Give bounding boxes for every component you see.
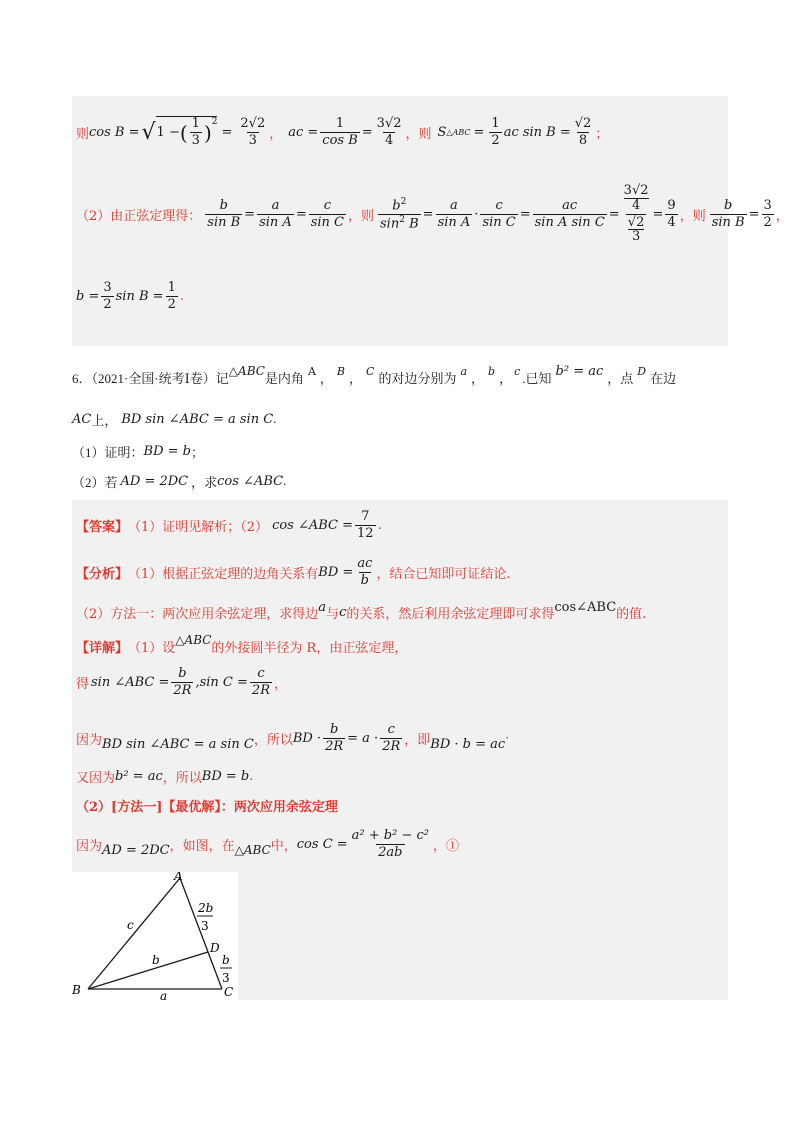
bottom-denominator: 3 <box>631 229 641 245</box>
ac-sinB: ac sin B = <box>503 124 571 140</box>
fraction-denominator: 2R <box>251 682 270 698</box>
fraction-a-sinA-2 <box>436 199 473 229</box>
fraction-numerator: 9 <box>667 197 676 213</box>
ac-eq: ac = <box>288 124 319 140</box>
analysis-text: （2）方法一：两次应用余弦定理，求得边 <box>76 606 319 622</box>
text: ，即 <box>404 732 431 748</box>
area-subscript: △ABC <box>446 127 471 137</box>
fraction-b-2R <box>323 723 345 753</box>
fraction-denominator: 4 <box>384 132 394 148</box>
condition-bd: BD sin ∠ABC = a sin C <box>121 411 274 427</box>
detail-line-1 <box>76 634 407 658</box>
q2-condition: AD = 2DC <box>120 473 189 489</box>
fraction-numerator: a² + b² − c² <box>351 827 429 843</box>
area-symbol: S <box>437 124 447 140</box>
problem-6-q1 <box>72 440 204 462</box>
text: ，求 <box>191 474 218 490</box>
analysis-line-1 <box>76 554 510 590</box>
segment-AC: AC <box>72 411 92 427</box>
fraction-complex <box>622 184 651 244</box>
fraction-c-2R <box>380 723 402 753</box>
fraction-numerator: a <box>271 197 280 213</box>
label-C: C <box>224 985 234 999</box>
point-D: D <box>637 364 647 378</box>
triangle-diagram <box>72 872 238 1000</box>
bd-eq: BD = <box>318 564 354 580</box>
fraction-numerator: c <box>257 665 265 681</box>
fraction-numerator: c <box>495 197 503 213</box>
equals-sign: = <box>473 124 485 140</box>
fraction-half <box>489 117 501 147</box>
fraction-3-2 <box>101 281 113 311</box>
solution-line-b-value <box>76 276 184 316</box>
triangle-abc: △ABC <box>175 633 212 647</box>
analysis-line-2 <box>76 600 646 624</box>
period: . <box>283 473 287 488</box>
q1-expression: BD = b <box>143 443 191 459</box>
segment-BD-line <box>88 952 208 989</box>
fraction-numerator: a <box>450 197 458 213</box>
method-title: （2）[方法一]【最优解】：两次应用余弦定理 <box>76 799 338 815</box>
fraction-a-sinA <box>257 199 294 229</box>
detail-line-2 <box>76 662 287 702</box>
answer-cos-expr: cos ∠ABC = <box>272 517 354 533</box>
detail-text: 的外接圆半径为 R，由正弦定理， <box>211 640 408 656</box>
equation-tag: ，① <box>432 838 459 854</box>
fraction-numerator: √2 <box>574 115 592 131</box>
condition-b2-ac: b² = ac <box>555 363 604 379</box>
fraction-c-2R <box>250 667 272 697</box>
fraction-numerator: c <box>387 721 395 737</box>
fraction-denominator: 12 <box>357 525 374 541</box>
exponent-2: 2 <box>400 196 407 207</box>
side-c: c <box>514 364 521 378</box>
cosB-lhs: cos B = <box>89 124 140 140</box>
paren-open: ( <box>179 120 188 145</box>
fraction-numerator: 1 <box>167 279 176 295</box>
fraction-sqrt2-8 <box>573 117 594 147</box>
fraction-numerator: 3 <box>103 279 112 295</box>
triangle-figure <box>72 872 238 1000</box>
paren-close: ) <box>203 120 212 145</box>
sinB-eq: sin B = <box>115 288 164 304</box>
ze-label: ，则 <box>679 208 706 224</box>
fraction-denominator: 2R <box>173 682 192 698</box>
side-a: a <box>460 364 468 378</box>
cosC-eq: cos C = <box>296 836 348 852</box>
analysis-text: ，结合已知即可证结论. <box>376 566 511 582</box>
text: ，如图，在 <box>169 838 235 854</box>
ad-eq-2dc: AD = 2DC <box>102 842 170 858</box>
semicolon: ； <box>595 126 609 142</box>
b-squared-base: b <box>392 197 401 213</box>
vertex-A: A <box>307 364 316 378</box>
bd-b-ac: BD · b = ac <box>430 736 506 752</box>
exponent-2: 2 <box>399 214 405 225</box>
dot: · <box>474 206 479 222</box>
text: 中， <box>270 838 297 854</box>
sqrt-body <box>156 116 218 147</box>
answer-line <box>76 508 382 542</box>
comma: ， <box>471 370 485 386</box>
analysis-text: 的值. <box>616 606 647 622</box>
text: 得 <box>76 676 90 692</box>
fraction-ac-sinAsinC <box>533 199 607 229</box>
dot: · <box>505 730 510 746</box>
fraction-numerator: ac <box>562 197 578 213</box>
fraction-1-cosB <box>320 117 359 147</box>
solution-line-cosB <box>76 110 608 154</box>
analysis-text: 的关系，然后利用余弦定理即可求得 <box>346 606 555 622</box>
detail-line-4 <box>76 764 253 788</box>
fraction-denominator: sin C <box>310 214 344 230</box>
fraction-c-sinC-2 <box>480 199 517 229</box>
fraction-denominator: sin A <box>259 214 292 230</box>
label-side-c: c <box>127 918 134 932</box>
fraction-7-12 <box>355 510 376 540</box>
analysis-text: （1）根据正弦定理的边角关系有 <box>128 566 319 582</box>
square-exponent: 2 <box>211 117 218 128</box>
expr-bd-sin: BD sin ∠ABC = a sin C <box>102 736 254 752</box>
analysis-tag: 【分析】 <box>76 566 129 582</box>
fraction-b-sinB-2 <box>710 199 747 229</box>
b-eq: b = <box>76 288 100 304</box>
side-a: a <box>318 599 327 615</box>
comma: ， <box>775 208 789 224</box>
fraction-denominator: sin C <box>482 214 516 230</box>
fraction-denominator: 3 <box>248 132 257 148</box>
fraction-numerator: b <box>178 665 187 681</box>
fraction-numerator: 3 <box>763 197 772 213</box>
method1-title <box>76 794 338 816</box>
b2-eq-ac: b² = ac <box>115 768 163 784</box>
text: ，所以 <box>162 770 202 786</box>
label-D: D <box>210 941 220 955</box>
fraction-3sqrt2-4 <box>375 117 404 147</box>
problem-intro: 6．（2021·全国·统考Ⅰ卷）记 <box>72 370 229 386</box>
comma: ， <box>349 370 363 386</box>
period: . <box>273 411 277 426</box>
answer-tag: 【答案】 <box>76 519 129 535</box>
fraction-b-sinB <box>205 199 242 229</box>
problem-6-line-1 <box>72 363 677 388</box>
detail-line-3 <box>76 718 509 758</box>
vertex-C: C <box>366 364 375 378</box>
side-AB-line <box>88 878 180 989</box>
angle-B: B <box>409 215 419 231</box>
fraction-denominator: 2 <box>491 132 500 148</box>
label-3-top: 3 <box>201 919 209 933</box>
ze-label: 则 <box>76 126 90 142</box>
text: 又因为 <box>76 770 116 786</box>
answer-text: （1）证明见解析；（2） <box>128 519 269 535</box>
side-AC-line <box>180 878 222 989</box>
fraction-denominator: sin A sin C <box>534 214 605 230</box>
problem-6-line-2 <box>72 408 276 430</box>
bd-eq-b: BD = b <box>201 768 250 784</box>
comma: ， <box>269 126 283 142</box>
fraction-numerator: 1 <box>191 116 200 132</box>
side-b: b <box>488 364 496 378</box>
text: 是内角 <box>264 370 304 386</box>
method1-line <box>76 824 459 864</box>
sinC-eq: ,sin C = <box>195 674 248 690</box>
label-B: B <box>72 983 81 997</box>
part-label: （2）由正弦定理得： <box>76 208 202 224</box>
label-2b: 2b <box>198 901 214 915</box>
text: 与 <box>326 606 340 622</box>
fraction-numerator: b <box>219 197 228 213</box>
bd-dot: BD · <box>292 730 322 746</box>
text: 因为 <box>76 838 103 854</box>
fraction-numerator: 1 <box>335 115 345 131</box>
fraction-denominator: cos B <box>322 132 358 148</box>
text: 的对边分别为 <box>378 370 457 386</box>
fraction-denominator: 8 <box>578 132 588 148</box>
fraction-one-third <box>190 117 202 147</box>
bottom-numerator: √2 <box>627 214 645 230</box>
fraction-law-of-cosines <box>350 829 431 859</box>
sin-abc-eq: sin ∠ABC = <box>91 674 170 690</box>
text: ，点 <box>607 370 634 386</box>
fraction-denominator: 2ab <box>378 844 403 860</box>
fraction-denominator: 2R <box>382 738 401 754</box>
fraction-denominator: sin A <box>437 214 471 230</box>
fraction-numerator: 3√2 <box>376 115 402 131</box>
period: . <box>377 517 382 533</box>
fraction-denominator: sin B <box>207 214 241 230</box>
text: 因为 <box>76 732 103 748</box>
fraction-denominator: b <box>360 572 369 588</box>
fraction-2sqrt2-3 <box>238 117 267 147</box>
fraction-numerator: b <box>723 197 733 213</box>
text: ，所以 <box>253 732 293 748</box>
equals-sign: = <box>361 124 373 140</box>
solution-line-sine-law: （2）由正弦定理得： $\frac{b}{\text{sin B}}$ = $\frac{a}{\text{sin A}}$ = $\frac{c}{\text{sin C}}$ ，则 $\frac{b^2}{\sin^2 B}$ = $\frac{a}{\text{sin A}}$ · $\frac{c}{\text{sin C}}$ = $\frac{ac}{\text{sin A sin C}}$ = $\frac{\frac{3√2}{4}}{\frac{√2}{3}}$ = $\frac{9}{4}$ ，则 $\frac{b}{\text{sin B}}$ = $\frac{3}{2}$ ， <box>76 183 789 245</box>
label-3-bottom: 3 <box>222 971 230 985</box>
comma: ， <box>273 676 287 692</box>
sin-label: sin <box>380 215 400 231</box>
one-minus: 1 − <box>156 125 180 140</box>
problem-6-q2 <box>72 470 286 492</box>
ze-label: ，则 <box>348 208 375 224</box>
label-b-small: b <box>222 953 230 967</box>
fraction-numerator: 2√2 <box>240 115 266 131</box>
text: 上， <box>91 412 118 428</box>
fraction-denominator: 4 <box>667 214 676 230</box>
period: . <box>249 768 254 784</box>
equals-sign: = <box>221 124 233 140</box>
fraction-denominator: 2 <box>103 296 112 312</box>
fraction-1-2 <box>166 281 178 311</box>
fraction-numerator: b <box>329 721 339 737</box>
text: 在边 <box>650 370 677 386</box>
label-side-a: a <box>160 989 168 1000</box>
fraction-c-sinC <box>309 199 346 229</box>
detail-tag: 【详解】 <box>76 640 129 656</box>
vertex-B: B <box>336 364 345 378</box>
cos-abc: cos∠ABC <box>554 599 617 615</box>
fraction-denominator: 2 <box>167 296 176 312</box>
period: . <box>179 288 184 304</box>
text: .已知 <box>522 370 552 386</box>
fraction-numerator: ac <box>357 555 373 571</box>
question-2-label: （2）若 <box>72 474 118 490</box>
semicolon: ； <box>190 444 204 460</box>
comma: ， <box>319 370 333 386</box>
fraction-denominator: 2 <box>763 214 772 230</box>
eq-a-dot: = a · <box>347 730 379 746</box>
fraction-numerator: 1 <box>491 115 500 131</box>
label-A: A <box>174 872 183 883</box>
fraction-ac-b <box>355 557 374 587</box>
fraction-9-4 <box>665 199 677 229</box>
fraction-b-2R <box>171 667 193 697</box>
top-denominator: 4 <box>631 197 641 213</box>
fraction-3-2 <box>762 199 774 229</box>
comma: ， <box>499 370 513 386</box>
side-c: c <box>339 604 347 620</box>
fraction-denominator: 3 <box>191 133 200 148</box>
question-1-label: （1）证明： <box>72 444 144 460</box>
fraction-numerator: c <box>323 197 331 213</box>
label-side-b: b <box>152 953 160 967</box>
ze-label: ，则 <box>405 126 432 142</box>
sqrt-radical: √ <box>141 119 156 145</box>
detail-text: （1）设 <box>128 640 176 656</box>
top-numerator: 3√2 <box>623 183 649 199</box>
q2-target: cos ∠ABC <box>217 473 284 489</box>
triangle-abc: △ABC <box>234 843 271 857</box>
fraction-b2-sin2B <box>378 198 421 231</box>
fraction-denominator: sin B <box>711 214 745 230</box>
fraction-numerator: 7 <box>361 508 370 524</box>
fraction-denominator: 2R <box>325 738 344 754</box>
triangle-abc: △ABC <box>228 364 265 378</box>
